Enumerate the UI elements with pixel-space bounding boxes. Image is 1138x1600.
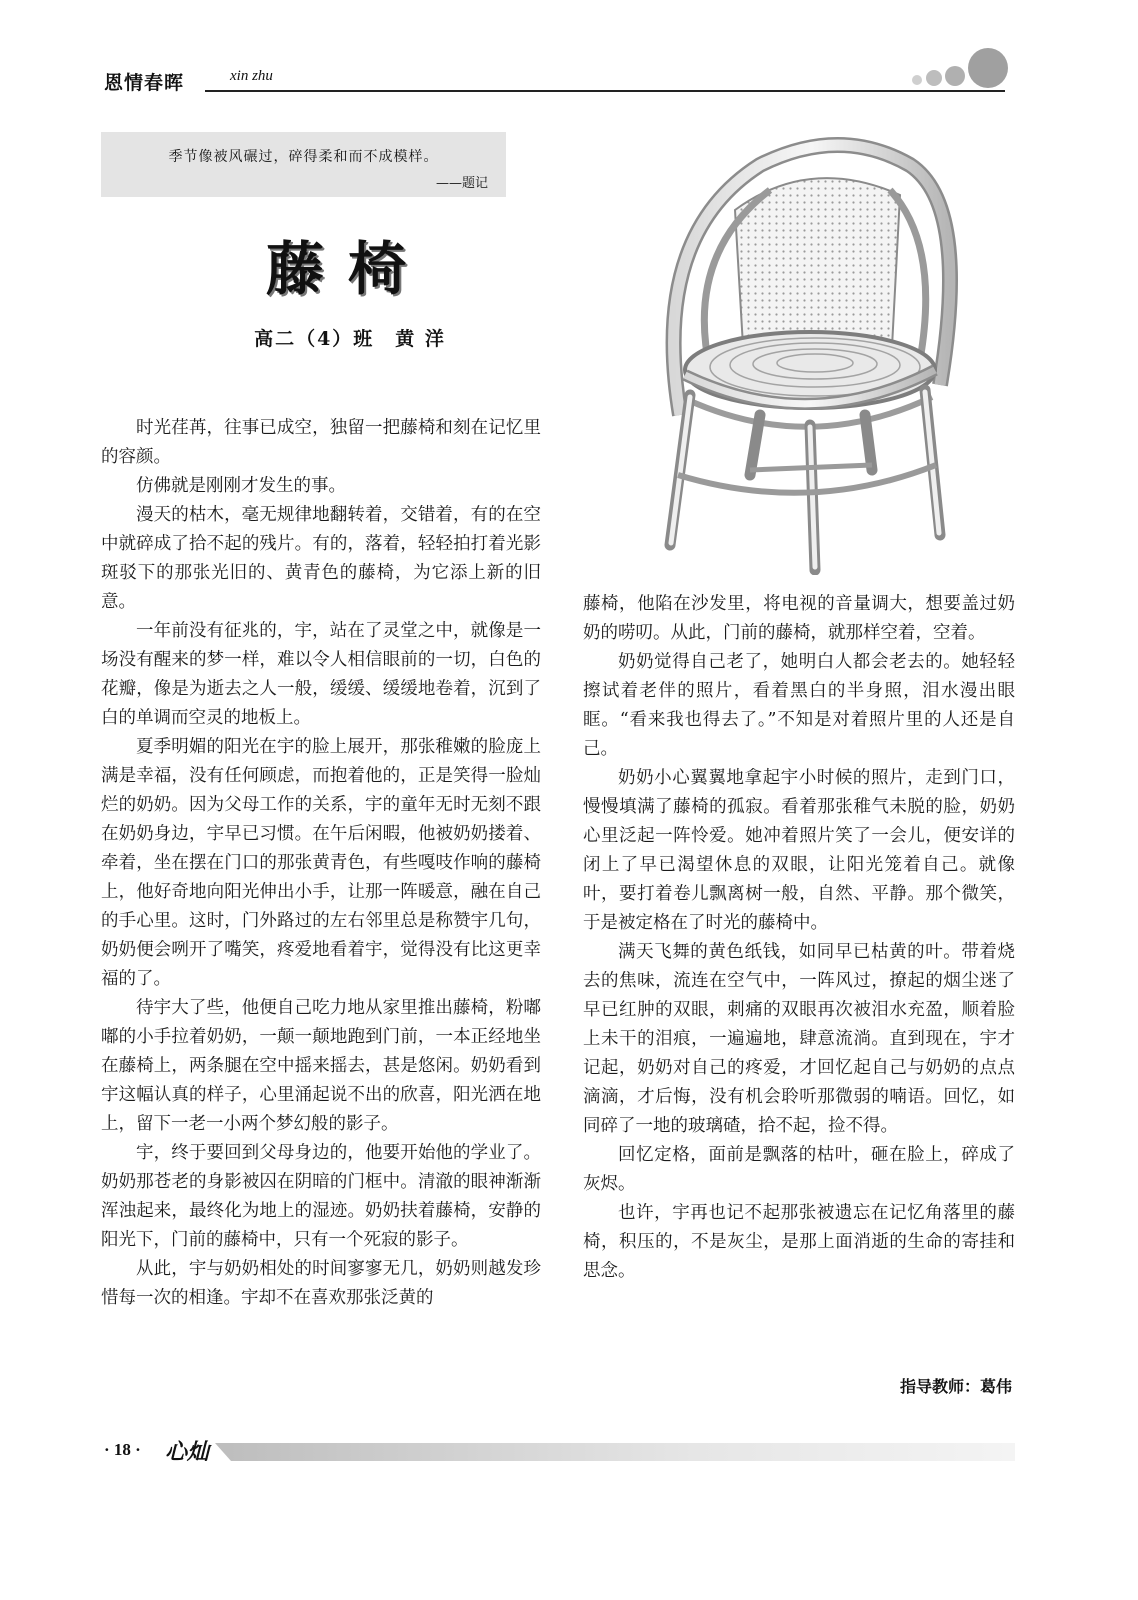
paragraph: 一年前没有征兆的，宇，站在了灵堂之中，就像是一场没有醒来的梦一样，难以令人相信眼前的一切，白色的花瓣，像是为逝去之人一般，缓缓、缓缓地卷着，沉到了白的单调而空灵的地板上。 — [101, 621, 541, 728]
paragraph: 满天飞舞的黄色纸钱，如同早已枯黄的叶。带着烧去的焦味，流连在空气中，一阵风过，撩起的烟尘迷了早已红肿的双眼，刺痛的双眼再次被泪水充盈，顺着脸上未干的泪痕，一遍遍地，肆意流淌。直到现在，宇才记起，奶奶对自己的疼爱，才回忆起自己与奶奶的点点滴滴，才后悔，没有机会聆听那微弱的喃语。回忆，如同碎了一地的玻璃碴，拾不起，捡不得。 — [583, 942, 1015, 1136]
paragraph: 宇，终于要回到父母身边的，他要开始他的学业了。奶奶那苍老的身影被囚在阴暗的门框中。清澈的眼神渐渐浑浊起来，最终化为地上的湿迹。奶奶扶着藤椅，安静的阳光下，门前的藤椅中，只有一个死寂的影子。 — [101, 1143, 541, 1250]
paragraph: 也许，宇再也记不起那张被遗忘在记忆角落里的藤椅，积压的，不是灰尘，是那上面消逝的生命的寄挂和思念。 — [583, 1203, 1015, 1281]
page-number: · 18 · — [104, 1440, 141, 1459]
section-name: 恩情春晖 — [104, 72, 185, 94]
article-title: 藤椅 — [265, 235, 430, 303]
paragraph: 回忆定格，面前是飘落的枯叶，砸在脸上，碎成了灰烬。 — [583, 1145, 1015, 1194]
paragraph: 从此，宇与奶奶相处的时间寥寥无几，奶奶则越发珍惜每一次的相逢。宇却不在喜欢那张泛黄的 — [101, 1259, 541, 1308]
epigraph-box — [101, 132, 506, 197]
article-body-left — [101, 414, 541, 1313]
decorative-circles-icon — [912, 48, 1032, 94]
paragraph: 藤椅，他陷在沙发里，将电视的音量调大，想要盖过奶奶的唠叨。从此，门前的藤椅，就那样空着，空着。 — [583, 594, 1015, 643]
paragraph: 漫天的枯木，毫无规律地翻转着，交错着，有的在空中就碎成了拾不起的残片。有的，落着，轻轻拍打着光影斑驳下的那张光旧的、黄青色的藤椅，为它添上新的旧意。 — [101, 505, 541, 612]
page-header — [100, 48, 1030, 98]
epigraph-text: 季节像被风碾过，碎得柔和而不成模样。 — [168, 149, 439, 165]
paragraph: 仿佛就是刚刚才发生的事。 — [136, 476, 346, 496]
paragraph: 待宇大了些，他便自己吃力地从家里推出藤椅，粉嘟嘟的小手拉着奶奶，一颠一颠地跑到门前，一本正经地坐在藤椅上，两条腿在空中摇来摇去，甚是悠闲。奶奶看到宇这幅认真的样子，心里涌起说不出的欣喜，阳光洒在地上，留下一老一小两个梦幻般的影子。 — [101, 998, 541, 1134]
paragraph: 奶奶觉得自己老了，她明白人都会老去的。她轻轻擦试着老伴的照片，看着黑白的半身照，泪水漫出眼眶。“看来我也得去了。”不知是对着照片里的人还是自己。 — [583, 652, 1015, 759]
paragraph: 奶奶小心翼翼地拿起宇小时候的照片，走到门口，慢慢填满了藤椅的孤寂。看着那张稚气未脱的脸，奶奶心里泛起一阵怜爱。她冲着照片笑了一会儿，便安详的闭上了早已渴望休息的双眼，让阳光笼着自己。就像叶，要打着卷儿飘离树一般，自然、平静。那个微笑，于是被定格在了时光的藤椅中。 — [583, 768, 1015, 933]
epigraph-signature: ——题记 — [435, 176, 488, 191]
footer-bar — [215, 1443, 1015, 1461]
paragraph: 夏季明媚的阳光在宇的脸上展开，那张稚嫩的脸庞上满是幸福，没有任何顾虑，而抱着他的，正是笑得一脸灿烂的奶奶。因为父母工作的关系，宇的童年无时无刻不跟在奶奶身边，宇早已习惯。在午后闲暇，他被奶奶搂着、牵着，坐在摆在门口的那张黄青色，有些嘎吱作响的藤椅上，他好奇地向阳光伸出小手，让那一阵暖意，融在自己的手心里。这时，门外路过的左右邻里总是称赞宇几句，奶奶便会咧开了嘴笑，疼爱地看着宇，觉得没有比这更幸福的了。 — [101, 737, 541, 989]
section-pinyin: xin zhu — [230, 68, 273, 84]
article-body-right — [583, 590, 1015, 1286]
magazine-name: 心灿 — [165, 1439, 210, 1465]
teacher-credit: 指导教师：葛伟 — [899, 1377, 1012, 1396]
rattan-chair-icon — [640, 115, 980, 575]
header-rule — [205, 90, 1005, 92]
article-author: 高二（4）班 黄 洋 — [254, 328, 446, 350]
paragraph: 时光荏苒，往事已成空，独留一把藤椅和刻在记忆里的容颜。 — [101, 418, 541, 467]
